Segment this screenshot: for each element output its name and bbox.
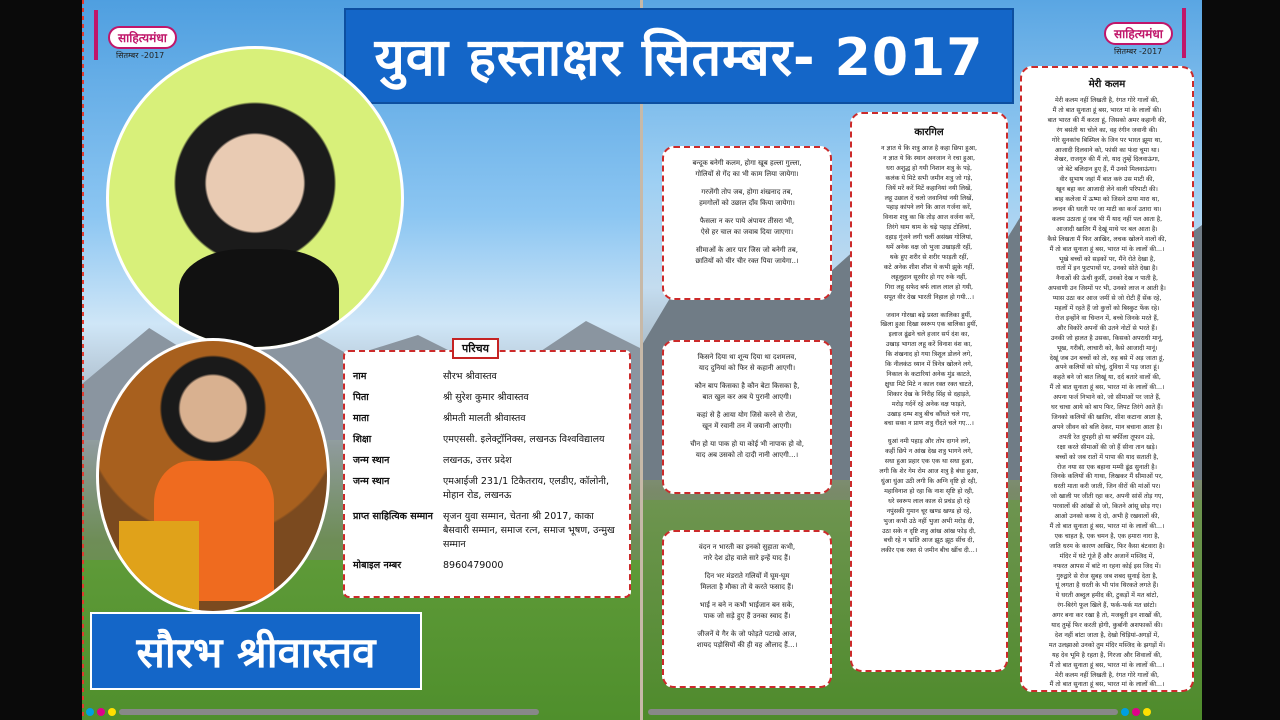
poem-line: दहाड़ गूंजने लगी चलीं असंख्य गोलियां, [885, 234, 973, 242]
poem-line: फैसला न कर पाये अंपायर तीसरा भी, [699, 217, 795, 225]
poem-line: चीन हो या पाक हो या कोई भी नापाक हो वो, [689, 440, 805, 448]
poem-line: मैं तो बात सुनाता हूं बस, भारत मां के लालों की। [1052, 106, 1162, 114]
poem-line: उखाड़ दम्भ शत्रु बीच कौंधते चले गए, [887, 410, 971, 418]
grey-bar [648, 709, 1118, 715]
poem-line: रंग-बिरंगे फूल खिले हैं, फर्क-फर्क मत छांटो। [1057, 602, 1157, 610]
poem-line: उखाड़ भागता लहू करें विनाश वंश का, [885, 341, 973, 349]
poem-line: खून में रवानी तन में जवानी आएगी। [702, 421, 792, 430]
stanza-gap [672, 208, 822, 216]
poem-line: क्षुधा मिटे मिटे न काल रक्त रक्त चाटते, [884, 380, 974, 388]
poem-line: आओ उनको कथ्य दे दो, अभी है रखवालों की, [1054, 513, 1160, 521]
yellow-dot [108, 708, 116, 716]
poem-line: कहीं छिपे न आंख देख शत्रु भागने लगे, [885, 448, 973, 456]
poem-line: देश नहीं बांटा जाता है, देखो चिड़ियां-अगड़ों में, [1054, 631, 1160, 639]
poem-line: आजादी खातिर मैं देखूं माथे पर बल आता है। [1056, 225, 1158, 233]
poem-line: तिरंगे थाम थाम के चढ़े पहाड़ टोलियां, [886, 224, 972, 232]
poem-line: धरे स्वरूप लाल काल से प्रचंड हो रहे [888, 497, 970, 505]
poem-line: रक्षा करते सीमाओं की जो हैं सीना तान खड़े। [1056, 443, 1158, 451]
poem-line: सधा हुआ प्रहार एक एक था सधा हुआ, [884, 458, 974, 466]
cyan-dot [86, 708, 94, 716]
poem-line: खून बहा कर आजादी लेने वाली परिपाटी की। [1056, 186, 1158, 194]
poem-line: कैसे लिखता मैं फिर आखिर, लचक खोलने वालों की, [1047, 235, 1167, 243]
intro-label: जन्म स्थान [353, 455, 390, 466]
poem-line: लगी कि शेर गेम रोम आज शत्रु है बंधा हुआ, [879, 468, 979, 476]
poem-line: परवालों की आंखों से जो, कितने आंसू छोड़ गए। [1052, 503, 1162, 511]
poem-line: एक चाहत है, एक चमन है, एक हमारा नारा है, [1054, 532, 1160, 540]
poem-line: जिनको कलियों की खातिर, शीश कटाना आता है, [1051, 414, 1163, 421]
poem-line: धरती माता करी जाती, जिन वीरों की मांओं पर। [1053, 483, 1161, 491]
intro-heading: परिचय [452, 338, 499, 359]
poem-line: आजादी दिलवाने को, फांसी का फंदा चूमा था। [1054, 146, 1160, 154]
page-edge-dashes [82, 0, 84, 720]
poem-line: सीमाओं के आर पार जिस जो बनेगी तब, [696, 246, 798, 254]
poem-line: लन्दन की धरती पर जा माटी का कर्ज उतारा था। [1052, 205, 1162, 213]
poem-line: भूखे बच्चों को सड़कों पर, मैंने रोते देखा है, [1058, 255, 1156, 263]
poem-line: बच्चों को जब रातों में पापा की याद सताती है, [1055, 453, 1159, 461]
color-registration-right [648, 706, 1151, 718]
intro-label: शिक्षा [353, 434, 372, 445]
intro-value: लखनऊ, उत्तर प्रदेश [443, 455, 512, 466]
poem-line: कहते बने जो बात लिखूं या, दर्द बतारे वालों की, [1053, 374, 1161, 382]
poem-line: याद दुनियां को फिर से कहानी आएगी। [698, 363, 796, 372]
intro-value: सृजन युवा सम्मान, चेतना श्री 2017, काका बैसवारी सम्मान, समाज रत्न, समाज भूषण, उन्मुख सम्मान [443, 511, 615, 550]
intro-row [353, 559, 621, 573]
poem-3-lines [672, 542, 822, 650]
poem-line: मैं तो बात सुनाता हूं बस, भारत मां के लालों की...। [1049, 661, 1165, 669]
meri-kalam-title: मेरी कलम [1088, 79, 1126, 90]
poem-line: न ज्ञात ये कि स्थान अनजान ने रचा हुआ, [883, 154, 975, 162]
stanza-gap [672, 373, 822, 381]
poem-box-1 [662, 146, 832, 300]
poem-line: याद तुम्हें फिर करती होगी, कुर्बानी अशफाकों की। [1051, 622, 1163, 630]
poem-line: मिलता है मौका तो ये करते फसाद हैं। [700, 582, 794, 591]
meri-kalam-poem-box [1020, 66, 1194, 692]
color-registration-left [86, 706, 539, 718]
right-margin [1202, 0, 1280, 720]
poem-line: रातों में इन फुटपाथों पर, उनको सोते देखा है। [1056, 265, 1158, 273]
poem-line: जिनके कलियों की गाथा, लिखकर मैं सीमाओं पर, [1050, 473, 1164, 481]
poem-line: लहू उछाल दें चलो जवानियां नयी लिखें, [884, 194, 974, 202]
poem-line: कौन बाप किसका है कौन बेटा किसका है, [694, 382, 800, 390]
poem-line: छातियों को चीर चीर रक्त पिया जायेगा..। [695, 256, 799, 265]
intro-value: सौरभ श्रीवास्तव [443, 371, 497, 382]
meri-kalam-lines [1024, 96, 1190, 690]
stanza-gap [672, 592, 822, 600]
poem-line: पाक जो सड़े हुए हैं उनका स्वाद हैं। [703, 611, 791, 620]
poem-line: गुरुद्वारे से रोज सुबह जब शबद सुनाई देता है, [1056, 572, 1158, 580]
poem-line: बात भारत की मैं करता हूं, जिसको अमर कहानी की, [1047, 116, 1167, 124]
intro-row [353, 412, 621, 426]
intro-row [353, 454, 621, 468]
intro-label: प्राप्त साहित्यिक सम्मान [353, 511, 433, 522]
poem-line: अपवाणी उन जिस्मों पर भी, उनको लाज न आती है। [1048, 285, 1166, 293]
poem-line: मत उलझाओ उनको तुम मंदिर मस्जिद के झगड़ों में। [1048, 641, 1166, 649]
intro-value: एमएससी. इलेक्ट्रॉनिक्स, लखनऊ विश्वविद्यालय [443, 434, 605, 445]
intro-value: एमआईजी 231/1 टिकैतराय, एलडीए, कॉलोनी, मोहान रोड, लखनऊ [443, 476, 610, 501]
poem-line: जीजनें ये गैर के जो फोड़ते पटाखे आज, [697, 630, 797, 638]
intro-value: श्री सुरेश कुमार श्रीवास्तव [443, 392, 529, 403]
poem-line: महाविनाश हो रहा कि नाश सृष्टि हो रही, [884, 487, 974, 495]
intro-label: मोबाइल नम्बर [353, 560, 402, 571]
poem-line: बात खुल कर अब ये पुरानी आएगी। [702, 392, 792, 401]
brand-logo-left: साहित्यमंधा [108, 26, 177, 49]
poet-stage-photo [96, 338, 330, 614]
poem-line: थके हुए शरीर से शरीर फाड़ती रहीं, [889, 253, 969, 261]
intro-row [353, 510, 621, 552]
issue-date-right: सितम्बर -2017 [1114, 47, 1163, 56]
poem-line: गोरे सुनकांच बिस्मिल के जिन पर भारत झूमा था, [1051, 136, 1163, 144]
poem-line: मंदिर में घंटे गूंजे हैं और अजानें मस्जिद में, [1059, 552, 1155, 560]
page-title: युवा हस्ताक्षर सितम्बर- 2017 [344, 8, 1014, 104]
poem-line: उनकी जो हालत है उसका, किसको अपराधी मानूं, [1050, 334, 1164, 342]
intro-label: माता [353, 413, 370, 424]
page-spine [640, 0, 643, 720]
poem-line: थमें अनेक वक्ष जो भुजा उखाड़ती रहीं, [885, 244, 973, 252]
stanza-gap [672, 402, 822, 410]
poem-line: पहाड़ कांपने लगे कि आज गर्जना करें, [886, 204, 972, 212]
poem-line: अपना फर्ज निभाने को, जो सीमाओं पर जाते हैं, [1053, 394, 1161, 402]
issue-date-left: सितम्बर -2017 [116, 51, 165, 60]
poem-line: बन्दूक बनेगी कलम, होगा खूब हल्ला गुल्ला, [692, 159, 802, 167]
poem-line: मरोड़ गर्दनें रहे अनेक वक्ष फाड़ते, [891, 400, 967, 408]
poem-line: खिला हुआ दिखा स्वरूप एक बालिका हुयीं, [880, 321, 978, 329]
poem-line: भाई न बने न कभी भाईजान बन सके, [699, 601, 795, 609]
poem-box-3 [662, 530, 832, 688]
poem-line: बची रहे न भ्रांति आज झूठ झूठ सींच दी, [883, 537, 975, 545]
poem-line: जाति धरम के कारण आखिर, फिर कैसा बंटवारा है। [1049, 542, 1165, 550]
poem-line: उठा सके न दृष्टि शत्रु आंख आंख फोड़ दी, [882, 527, 976, 535]
poem-line: शेखर, राजगुरु की मैं तो, याद तुम्हें दिलवाऊंगा, [1054, 156, 1160, 164]
poem-line: अपने जीवन को बलि देकर, मान बचाना आता है। [1051, 423, 1163, 431]
poem-line: देखूं जब उन बच्चों को तो, रुह बसे में अड़ जाता हूं, [1049, 354, 1165, 362]
stanza-gap [855, 429, 1003, 437]
kargil-poem-box [850, 112, 1008, 672]
poem-line: मेरी कलम नहीं लिखती है, रंगत गोरे गालों की, [1055, 671, 1159, 679]
poem-line: लहूलुहान सूरवीर हो गए रुके नहीं, [891, 273, 967, 281]
poem-line: मैं तो बात सुनाता हूं बस, भारत मां के लालों की...। [1049, 681, 1165, 689]
cyan-dot [1121, 708, 1129, 716]
stanza-gap [672, 563, 822, 571]
poet-name-banner: सौरभ श्रीवास्तव [90, 612, 422, 690]
jacket-shape [179, 249, 339, 349]
poem-line: किसने दिया था शून्य दिया था दशमलव, [697, 353, 797, 361]
poem-line: मैं तो बात सुनाता हूं बस, भारत मां के लालों की...। [1049, 522, 1165, 530]
poet-portrait-photo [106, 46, 404, 350]
poem-line: जवान गोरखा बढ़े प्रस्ता कालिका हुयीं, [886, 311, 972, 319]
poem-line: लकीर एक रक्त से जमीन बीच खींच दी...। [880, 547, 978, 555]
poem-line: विनाश शत्रु का कि तोड़ आज वर्जना करें, [883, 214, 975, 222]
poem-line: यूं लगता है धरती के भी पांव थिरकते लगते हैं। [1055, 582, 1159, 590]
poem-line: मेरी कलम नहीं लिखती है, रंगत गोरे गालों की, [1055, 97, 1159, 104]
brand-bar-left [94, 10, 98, 60]
kargil-lines [855, 144, 1003, 556]
poem-line: मैं तो बात सुनाता हूं बस, भारत मां के लालों की...। [1049, 245, 1165, 253]
poem-line: धरा अशुद्ध हो गयी निशान शत्रु के पड़े, [885, 164, 973, 172]
poem-line: कि नीलकंठ ध्यान में त्रिनेत्र खोलने लगे, [885, 361, 973, 369]
stanza-gap [672, 431, 822, 439]
poem-box-2 [662, 340, 832, 494]
poem-line: हमगोलों को उछाल दाँव किया जायेगा। [699, 198, 795, 207]
yellow-dot [1143, 708, 1151, 716]
intro-label: पिता [353, 392, 369, 403]
poem-line: गिरा लहू सफेद बर्फ लाल लाल हो गयी, [884, 283, 974, 291]
poem-line: घर चाचा आये को बाप फिर, लिपट तिरंगे आते हैं। [1051, 404, 1163, 412]
stanza-gap [672, 621, 822, 629]
poem-line: जो बेटे बलिदान हुए हैं, मैं उनसे मिलवाऊंगा। [1057, 166, 1157, 174]
poem-line: कि शंखनाद हो गया त्रिशूल डोलने लगे, [885, 351, 973, 359]
poem-line: ये धरती अब्दुल हमीद की, टुकड़ों में मत बांटो, [1055, 592, 1159, 600]
poem-line: कहां से है आया योग जिसे करने से रोज, [696, 411, 798, 419]
poem-line: ऐसे हर चाल का जवाब दिया जाएगा। [700, 227, 794, 236]
intro-box [343, 350, 631, 598]
poem-line: वंदन न भारती का इनको सुहाता कभी, [698, 543, 796, 551]
poem-line: निकाल के कटारियां अनेक मुंड काटते, [886, 370, 972, 378]
poem-line: रोज नया सा एक बहाना मम्मी ढूंढ सुनाती है। [1056, 463, 1158, 471]
poem-line: इलाज ढूंढने चले हजार सर्प दंश का, [888, 331, 970, 339]
poem-line: भुजा कभी उठे नहीं भुजा अभी मरोड़ दी, [883, 517, 975, 525]
intro-label: जन्म स्थान [353, 476, 390, 487]
poem-line: नफरत आपस में बांटे ना रहना कोई इस जिद में। [1053, 562, 1161, 570]
poem-line: बाह कलेजा में ऊष्मा को जिसने ठाया मारा था, [1054, 196, 1160, 204]
magenta-dot [1132, 708, 1140, 716]
poem-line: बचा सका न प्राण शत्रु रौंदते चले गए...। [884, 420, 974, 428]
intro-value: 8960479000 [443, 560, 504, 571]
poem-line: याद अब उसको तो दादी नानी आएगी...। [695, 450, 799, 459]
intro-value: श्रीमती मालती श्रीवास्तव [443, 413, 526, 424]
poem-line: गोलियों से गेंद का भी काम लिया जायेगा। [695, 169, 799, 178]
poem-line: शायद पड़ोसियों की ही वह औलाद हैं...। [696, 640, 798, 649]
intro-label: नाम [353, 371, 367, 382]
poem-line: जियें मरें करें मिटें कहानियां नयी लिखें, [885, 184, 973, 192]
magenta-dot [97, 708, 105, 716]
brand-bar-right [1182, 8, 1186, 58]
poem-line: प्यास उठा कर आज जमीं से जो रोटी हैं सेंक रहे, [1052, 295, 1162, 303]
intro-row [353, 370, 621, 384]
poem-line: तपती रेत दुपहरी हो या बर्फीला तूफान उड़े, [1059, 433, 1155, 441]
poem-line: सपूत वीर देख भारती निहाल हो गयी...। [883, 293, 975, 301]
poem-line: कलम उठाता हूं जब भी मैं याद नहीं पल आता है, [1051, 215, 1163, 223]
poem-line: दिन भर मंडराते गलियों में घूम-घूम [704, 572, 790, 580]
poem-line: न ज्ञात ये कि शत्रु आज है कहा छिपा हुआ, [881, 145, 977, 152]
poem-line: यह देव भूमि है रहता है, गिरजा और शिवालों की, [1052, 651, 1162, 659]
poem-line: मैं तो बात सुनाता हूं बस, भारत मां के लालों की...। [1049, 384, 1165, 392]
stanza-gap [855, 303, 1003, 311]
stanza-gap [672, 179, 822, 187]
kargil-title: कारगिल [914, 127, 944, 138]
poem-line: रंग बसंती था चोले का, वह रंगीन जवानी की। [1056, 126, 1158, 134]
poem-line: भूख, गरीबी, लाचारी को, कैसे आजादी मानूं। [1056, 344, 1158, 352]
poem-1-lines [672, 158, 822, 266]
poem-line: वीर सुभाष जहां मैं बात करुं उस माटी की, [1059, 176, 1155, 184]
poem-line: कलंक ये मिटे सभी जमीन शत्रु जो गड़े, [885, 174, 973, 182]
poem-line: शिकार देख के निरीह सिंह से दहाड़ते, [887, 390, 971, 398]
poem-line: और विकोरे अपनों की उतने नोटों से भरते हैं। [1056, 324, 1158, 332]
poem-line: अपने कलियों को सोचूं, दुविधा में पड़ जाता हूं। [1054, 364, 1160, 372]
intro-row [353, 433, 621, 447]
brand-logo-right: साहित्यमंधा [1104, 22, 1173, 45]
intro-row [353, 475, 621, 503]
intro-row [353, 391, 621, 405]
poem-line: गरजेंगी तोप जब, होगा शंखनाद तब, [701, 188, 793, 196]
poem-line: अगर बना कर रखा है तो, मजबूती इन शाखों की, [1051, 612, 1162, 620]
poem-2-lines [672, 352, 822, 460]
podium-shape [119, 521, 199, 611]
poem-line: जो खाली पर जीती रहा कर, अपनी सांसें तोड़ गए, [1050, 493, 1164, 501]
grey-bar [119, 709, 539, 715]
poem-line: धुआं नमी पहाड़ और तोप दागने लगे, [887, 438, 971, 446]
left-margin [0, 0, 82, 720]
poem-line: धुंआ धुंआ उठी लगी कि अग्नि वृष्टि हो रही, [880, 478, 978, 485]
stanza-gap [672, 237, 822, 245]
poem-line: नैनाओं की ऊंची कुर्सी, उनको देख न पाती है, [1055, 275, 1158, 283]
poem-line: महलों में रहते हैं जो कुत्तों को बिस्कुट फेंक रहे। [1054, 305, 1160, 313]
poem-line: कटे अनेक शीश शीश थे कभी झुके नहीं, [883, 263, 975, 271]
poem-line: नपुंसकी गुमान चूर खण्ड खण्ड हो रहे, [886, 507, 972, 515]
poem-line: नारे देश द्रोह वाले सारे इन्हें याद हैं। [703, 553, 791, 562]
poem-line: रोज इन्होंने वा चिन्तन में, बच्चे जिनके मरते हैं, [1055, 314, 1159, 322]
